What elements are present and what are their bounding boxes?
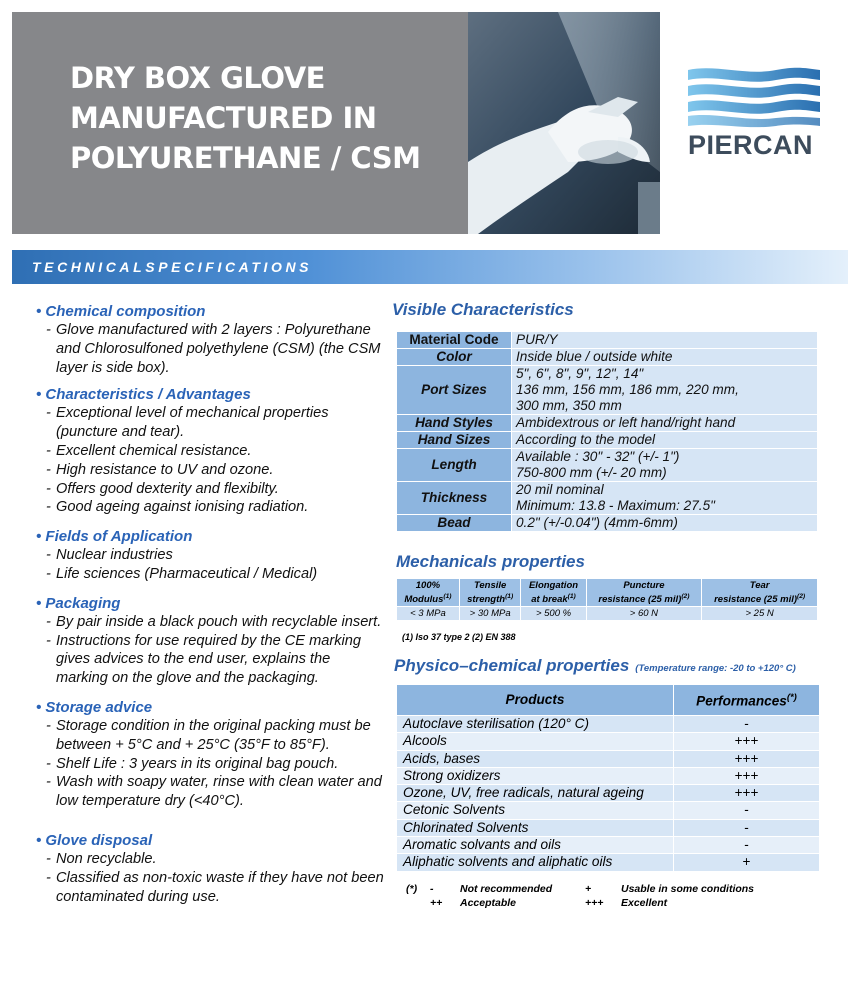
- physico-chemical-title: Physico–chemical properties (Temperature range: -20 to +120° C): [394, 656, 796, 675]
- visible-characteristics-table: [396, 331, 818, 532]
- table-row: Material Code PUR/Y: [397, 332, 818, 349]
- table-row: Ozone, UV, free radicals, natural ageing +++: [397, 785, 820, 802]
- title-line-1: DRY BOX GLOVE: [70, 61, 325, 95]
- mechanical-properties-table: [396, 578, 818, 621]
- section-title: • Packaging: [36, 594, 121, 612]
- section-characteristics: [36, 385, 386, 517]
- glove-photo: [468, 12, 660, 234]
- performance-legend: [402, 882, 758, 910]
- section-glove-disposal: [36, 831, 386, 906]
- mechanical-note: (1) Iso 37 type 2 (2) EN 388: [402, 632, 516, 642]
- table-row: Thickness 20 mil nominal Minimum: 13.8 - Maximum: 27.5": [397, 482, 818, 515]
- table-header-row: 100% Modulus$^{(1)}$ Tensile strength$^{(1)}$ Elongation at break$^{(1)}$ Puncture resistance (25 mil)$^{(2)}$ Tear resistance (25 mil)$^{(2)}$: [397, 579, 818, 607]
- table-row: Aromatic solvants and oils -: [397, 837, 820, 854]
- table-row: Strong oxidizers +++: [397, 767, 820, 784]
- table-row: < 3 MPa > 30 MPa > 500 % > 60 N > 25 N: [397, 607, 818, 621]
- physico-chemical-table: [396, 684, 820, 872]
- list-item: - Instructions for use required by the CE marking gives advices to the end user, explains the marking on the glove and the packaging.: [46, 632, 361, 687]
- table-row: Color Inside blue / outside white: [397, 349, 818, 366]
- list-item: - Life sciences (Pharmaceutical / Medical): [46, 565, 318, 582]
- list-item: - Classified as non-toxic waste if they have not been contaminated during use.: [46, 869, 384, 905]
- band-title: TECHNICALSPECIFICATIONS: [32, 259, 313, 275]
- table-row: Hand Sizes According to the model: [397, 432, 818, 449]
- list-item: - Glove manufactured with 2 layers : Polyurethane and Chlorosulfoned polyethylene (CSM) (the CSM layer is side box).: [46, 322, 381, 376]
- section-title: • Storage advice: [36, 698, 153, 716]
- mechanical-properties-title: Mechanicals properties: [396, 552, 585, 571]
- table-row: Length Available : 30" - 32" (+/- 1") 750-800 mm (+/- 20 mm): [397, 449, 818, 482]
- page-title: [70, 58, 470, 178]
- section-title: • Characteristics / Advantages: [36, 386, 251, 404]
- visible-characteristics-title: Visible Characteristics: [392, 300, 574, 319]
- title-line-2: MANUFACTURED IN: [70, 101, 377, 135]
- table-row: Chlorinated Solvents -: [397, 819, 820, 836]
- piercan-logo: [686, 66, 822, 166]
- section-band: [12, 250, 848, 284]
- list-item: - High resistance to UV and ozone.: [46, 461, 274, 478]
- section-title: • Fields of Application: [36, 528, 193, 546]
- list-item: - By pair inside a black pouch with recyclable insert.: [46, 613, 382, 630]
- section-chemical-composition: [36, 302, 386, 377]
- table-row: Alcools +++: [397, 733, 820, 750]
- title-line-3: POLYURETHANE / CSM: [70, 141, 421, 175]
- legend-row: ++ Acceptable +++ Excellent: [430, 897, 668, 909]
- temperature-range: (Temperature range: -20 to +120° C): [635, 663, 796, 674]
- section-packaging: [36, 594, 386, 688]
- table-row: Bead 0.2" (+/-0.04") (4mm-6mm): [397, 515, 818, 532]
- list-item: - Exceptional level of mechanical properties (puncture and tear).: [46, 405, 329, 441]
- list-item: - Good ageing against ionising radiation.: [46, 499, 309, 516]
- table-header-row: Products Performances(*): [397, 685, 820, 716]
- section-fields-of-application: [36, 527, 386, 584]
- table-row: Cetonic Solvents -: [397, 802, 820, 819]
- table-row: Aliphatic solvents and aliphatic oils +: [397, 854, 820, 871]
- right-column: [392, 300, 822, 909]
- list-item: - Non recyclable.: [46, 850, 157, 867]
- table-row: Acids, bases +++: [397, 750, 820, 767]
- legend-row: (*) - Not recommended + Usable in some conditions: [406, 883, 755, 895]
- table-row: Hand Styles Ambidextrous or left hand/right hand: [397, 415, 818, 432]
- left-column: [36, 302, 386, 912]
- list-item: - Shelf Life : 3 years in its original bag pouch.: [46, 755, 339, 772]
- list-item: - Offers good dexterity and flexibilty.: [46, 480, 279, 497]
- table-row: Port Sizes 5", 6", 8", 9", 12", 14" 136 mm, 156 mm, 186 mm, 220 mm, 300 mm, 350 mm: [397, 366, 818, 415]
- list-item: - Wash with soapy water, rinse with clean water and low temperature dry (<40°C).: [46, 774, 382, 810]
- list-item: - Excellent chemical resistance.: [46, 442, 252, 459]
- section-storage-advice: [36, 698, 386, 811]
- logo-text: PIERCAN: [688, 130, 814, 160]
- header-banner: [12, 12, 660, 234]
- section-title: • Chemical composition: [36, 303, 206, 320]
- table-row: Autoclave sterilisation (120° C) -: [397, 716, 820, 733]
- section-title: • Glove disposal: [36, 831, 153, 849]
- list-item: - Storage condition in the original packing must be between + 5°C and + 25°C (35°F to 85°F).: [46, 717, 371, 753]
- logo-wave-icon: [686, 66, 822, 130]
- list-item: - Nuclear industries: [46, 547, 173, 564]
